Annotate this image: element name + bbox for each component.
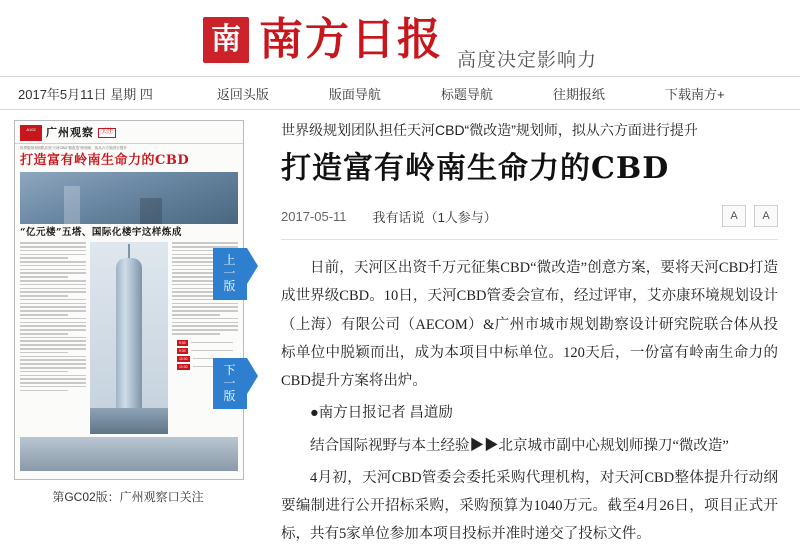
article-meta-row (281, 205, 778, 240)
article-shoulder-title: 世界级规划团队担任天河CBD“微改造”规划师，拟从六方面进行提升 (281, 122, 698, 138)
tower-base-shape (90, 408, 168, 434)
paper-mini-tag: 9:30 (179, 348, 186, 353)
paper-section-tag: 关注 (98, 128, 116, 138)
paper-footer-photo (20, 437, 238, 471)
main-navbar (0, 76, 800, 110)
nav-item-list (187, 84, 782, 103)
logo-text: 南方日报 (258, 14, 443, 65)
nav-back-to-front[interactable]: 返回头版 (216, 86, 269, 102)
comment-link[interactable]: 我有话说 (372, 209, 425, 225)
paper-preview-column (14, 120, 257, 553)
paper-mini-tag: 10:30 (179, 364, 188, 369)
issue-date: 2017年5月11日 星期 四 (18, 86, 153, 102)
paper-body-columns (15, 242, 243, 434)
article-body (281, 240, 778, 549)
paper-subline: 世界级规划团队担任天河CBD“微改造”规划师，拟从六方面进行提升 (20, 146, 128, 150)
nav-page-navigation[interactable]: 版面导航 (328, 86, 381, 102)
logo-mark-icon: 南 (203, 17, 249, 63)
paper-text-column (20, 242, 86, 434)
article-date: 2017-05-11 (281, 208, 347, 224)
nav-past-issues[interactable]: 往期报纸 (552, 86, 605, 102)
nav-download-app[interactable]: 下载南方+ (664, 86, 725, 102)
newspaper-page-preview[interactable] (14, 120, 244, 480)
paper-section-code: A102 (20, 125, 42, 141)
paper-lead-photo (20, 172, 238, 224)
previous-page-button[interactable]: 上一版 (213, 248, 247, 300)
tower-building-shape (116, 258, 142, 408)
article-subhead: 结合国际视野与本土经验▶▶北京城市副中心规划师操刀“微改造” (310, 437, 729, 454)
font-decrease-button[interactable]: A (722, 205, 746, 227)
next-page-button[interactable]: 下一版 (213, 358, 247, 410)
site-slogan: 高度决定影响力 (456, 50, 597, 71)
paper-preview-header (15, 121, 243, 144)
site-logo[interactable] (203, 14, 443, 65)
paper-preview-caption: 第GC02版：广州观察口关注 (52, 490, 204, 504)
paper-section-title: 广州观察 (46, 126, 94, 140)
paper-mini-tag: 10:00 (179, 356, 188, 361)
article-paragraph: 4月初，天河CBD管委会委托采购代理机构，对天河CBD整体提升行动纲要编制进行公开招标采购，采购预算为1040万元。截至4月26日，项目正式开标，共有5家单位参加本项目投标并准时递交了投标文件。 (281, 469, 778, 543)
nav-title-navigation[interactable]: 标题导航 (440, 86, 493, 102)
article-column (257, 120, 782, 553)
masthead (0, 0, 800, 76)
page-content (0, 110, 800, 553)
font-size-controls (722, 205, 778, 227)
page-switch-tabs (213, 248, 259, 467)
font-increase-button[interactable]: A (754, 205, 778, 227)
paper-tower-photo (90, 242, 168, 434)
paper-second-headline: “亿元楼”五塔、国际化楼宇这样炼成 (20, 227, 182, 239)
page-title: 打造富有岭南生命力的CBD (281, 151, 670, 186)
article-byline: ●南方日报记者 昌道励 (310, 405, 453, 422)
comment-count: （1人参与） (424, 209, 497, 225)
paper-mini-tag: 9:00 (179, 340, 186, 345)
article-paragraph: 日前，天河区出资千万元征集CBD“微改造”创意方案，要将天河CBD打造成世界级CBD。10日，天河CBD管委会宣布，经过评审，艾亦康环境规划设计（上海）有限公司（AECOM）&广州市城市规划勘察设计研究院联合体从投标单位中脱颖而出，成为本项目中标单位。120天后，一份富有岭南生命力的CBD提升方案将出炉。 (281, 260, 778, 390)
paper-text-lines (20, 242, 86, 391)
paper-banner-headline: 打造富有岭南生命力的CBD (20, 153, 190, 169)
